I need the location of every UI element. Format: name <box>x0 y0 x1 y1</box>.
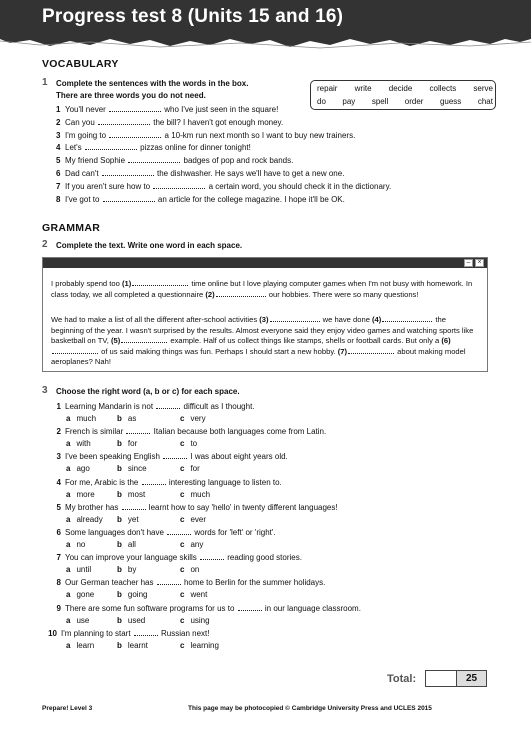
item-text: Can you <box>65 117 98 127</box>
option-c <box>180 565 199 575</box>
option-text: ago <box>76 464 90 474</box>
footer-level: Prepare! Level 3 <box>42 705 93 712</box>
option-letter: b <box>117 414 122 423</box>
option-c <box>180 414 206 424</box>
question-number: 2 <box>42 239 48 250</box>
item-text: You can improve your language skills <box>65 553 200 563</box>
option-letter: a <box>66 414 71 423</box>
word-box-row <box>317 84 493 93</box>
option-text: by <box>127 565 137 575</box>
word-box-word: do <box>317 97 326 106</box>
question-number: 3 <box>42 385 48 396</box>
item-text: Our German teacher has <box>65 578 156 588</box>
item-text: I've been speaking English <box>65 452 163 462</box>
option-letter: b <box>117 464 122 474</box>
item-text: My brother has <box>65 502 121 512</box>
option-b <box>117 565 136 575</box>
item-number: 2 <box>56 117 61 127</box>
item-text: a certain word, you should check it in the dictionary. <box>206 181 392 191</box>
item-text: Learning Mandarin is not <box>65 402 156 411</box>
item-text: who I've just seen in the square! <box>162 105 279 114</box>
vocabulary-item <box>56 143 251 153</box>
gap-blank <box>270 315 320 322</box>
option-b <box>117 490 145 500</box>
answer-blank <box>163 452 187 459</box>
item-number: 6 <box>56 169 61 178</box>
word-box-word: spell <box>371 97 389 106</box>
option-text: going <box>127 590 148 600</box>
option-c <box>180 515 206 525</box>
option-text: as <box>127 414 137 423</box>
option-a <box>66 641 94 651</box>
option-letter: a <box>66 514 71 524</box>
gap-number: (4) <box>372 315 382 324</box>
mcq-item <box>52 478 282 488</box>
option-b <box>117 616 145 626</box>
question-2-instruction <box>42 240 342 252</box>
word-box-word: order <box>404 97 424 106</box>
item-text: I'm going to <box>65 130 109 140</box>
grammar-heading: GRAMMAR <box>42 222 101 234</box>
option-text: with <box>76 439 91 449</box>
total-box <box>425 670 487 687</box>
option-letter: a <box>66 464 71 474</box>
gap-blank <box>132 279 188 286</box>
item-number: 7 <box>56 181 61 191</box>
gap-number: (6) <box>441 336 451 345</box>
option-letter: c <box>180 439 185 449</box>
mcq-item <box>52 553 302 563</box>
instruction-line: Complete the text. Write one word in each space. <box>56 241 243 250</box>
option-text: on <box>190 565 200 575</box>
option-a <box>66 490 95 500</box>
option-text: used <box>127 615 146 625</box>
instruction-line: There are three words you do not need. <box>56 91 206 100</box>
footer-copyright: This page may be photocopied © Cambridge University Press and UCLES 2015 <box>188 705 432 712</box>
option-text: much <box>190 489 211 499</box>
option-letter: b <box>117 439 122 449</box>
answer-blank <box>142 478 166 485</box>
item-text: learnt how to say 'hello' in twenty different languages! <box>146 502 338 512</box>
option-text: since <box>127 464 147 474</box>
item-number: 1 <box>56 105 61 114</box>
item-text: I'm planning to start <box>61 628 133 638</box>
item-number: 8 <box>56 194 61 204</box>
close-icon: × <box>475 259 484 267</box>
answer-blank <box>156 402 180 409</box>
question-number: 1 <box>42 77 48 88</box>
minimize-icon: – <box>464 259 473 267</box>
answer-blank <box>157 578 181 585</box>
option-letter: b <box>117 489 122 499</box>
option-letter: b <box>117 640 122 650</box>
vocabulary-item <box>56 195 345 205</box>
option-a <box>66 464 90 474</box>
option-letter: a <box>66 590 71 600</box>
answer-blank <box>134 629 158 636</box>
question-3-instruction <box>42 386 342 398</box>
option-text: to <box>190 439 198 449</box>
option-text: all <box>127 540 136 549</box>
option-text: any <box>190 540 204 549</box>
page-title: Progress test 8 (Units 15 and 16) <box>42 6 344 27</box>
item-text: home to Berlin for the summer holidays. <box>181 578 326 588</box>
question-1-instruction <box>42 78 302 102</box>
item-text: the dishwasher. He says we'll have to get a new one. <box>154 169 345 178</box>
option-text: until <box>76 565 92 575</box>
answer-blank <box>102 169 154 176</box>
answer-blank <box>238 604 262 611</box>
word-box-word: chat <box>477 97 493 106</box>
word-box-word: repair <box>317 84 338 93</box>
answer-blank <box>167 528 191 535</box>
option-text: use <box>76 615 90 625</box>
mcq-item <box>52 604 361 614</box>
option-a <box>66 565 91 575</box>
item-text: For me, Arabic is the <box>65 477 141 487</box>
item-number: 3 <box>56 130 61 140</box>
mcq-item <box>48 629 210 639</box>
option-a <box>66 540 85 550</box>
word-box-word: write <box>354 84 372 93</box>
item-number: 3 <box>56 452 61 462</box>
item-text: There are some fun software programs for us to <box>65 603 237 613</box>
option-c <box>180 490 210 500</box>
option-letter: a <box>66 540 71 549</box>
option-c <box>180 590 207 600</box>
text-paragraph-2: We had to make a list of all the different after-school activities (3) we have done (4) the beginning of the year. I wasn't surprised by the results. Almost everyone said they enjoy video games and watching sports like basketball on TV, (5) example. Half of us collect things like stamps, shells or football cards. But only a (6) of us said making things was fun. Perhaps I should start a new hobby. (7) about making model aeroplanes? Nah! <box>51 315 474 366</box>
item-text: reading good stories. <box>225 553 302 563</box>
item-text: badges of pop and rock bands. <box>181 156 294 166</box>
option-text: ever <box>190 514 207 524</box>
vocabulary-item <box>56 182 391 192</box>
option-letter: c <box>180 464 185 474</box>
gap-number: (2) <box>205 289 215 299</box>
item-number: 8 <box>56 578 61 588</box>
mcq-item <box>52 528 276 538</box>
option-text: more <box>76 489 95 499</box>
item-number: 4 <box>56 477 61 487</box>
item-number: 5 <box>56 156 61 166</box>
option-text: very <box>190 414 206 423</box>
total-label: Total: <box>387 673 417 685</box>
vocabulary-heading: VOCABULARY <box>42 58 119 70</box>
item-text: My friend Sophie <box>65 156 128 166</box>
mcq-item <box>52 503 338 513</box>
item-text: Russian next! <box>158 628 210 638</box>
header-brush-edge <box>0 36 531 50</box>
item-number: 10 <box>48 628 57 638</box>
option-text: most <box>127 489 146 499</box>
option-text: already <box>76 514 103 524</box>
option-b <box>117 464 147 474</box>
answer-blank <box>128 156 180 163</box>
item-text: words for 'left' or 'right'. <box>192 528 276 537</box>
word-box-word: collects <box>429 84 457 93</box>
option-text: much <box>76 414 97 423</box>
word-box-word: serve <box>473 84 493 93</box>
vocabulary-item <box>56 156 293 166</box>
option-letter: c <box>180 414 185 423</box>
option-b <box>117 590 147 600</box>
item-text: in our language classroom. <box>262 603 361 613</box>
answer-blank <box>85 143 137 150</box>
item-text: I've got to <box>65 194 102 204</box>
option-text: gone <box>76 590 95 600</box>
option-text: learning <box>190 640 219 650</box>
item-text: a 10-km run next month so I want to buy new trainers. <box>162 130 356 140</box>
option-text: learn <box>76 640 95 650</box>
option-c <box>180 464 200 474</box>
answer-blank <box>103 195 155 202</box>
option-letter: c <box>180 489 185 499</box>
option-letter: b <box>117 514 122 524</box>
option-a <box>66 515 103 525</box>
item-text: interesting language to listen to. <box>166 477 282 487</box>
option-a <box>66 590 94 600</box>
item-number: 6 <box>56 528 61 537</box>
item-text: Dad can't <box>65 169 101 178</box>
item-text: an article for the college magazine. I hope it'll be OK. <box>155 194 345 204</box>
option-text: yet <box>127 514 139 524</box>
option-letter: a <box>66 565 71 575</box>
item-text: pizzas online for dinner tonight! <box>137 143 251 153</box>
total-score: 25 <box>456 671 486 686</box>
option-letter: a <box>66 615 71 625</box>
option-letter: a <box>66 640 71 650</box>
mcq-item <box>52 578 325 588</box>
option-text: for <box>190 464 200 474</box>
gap-blank <box>348 347 394 354</box>
item-text: the bill? I haven't got enough money. <box>151 117 284 127</box>
gap-blank <box>382 315 432 322</box>
option-text: for <box>127 439 138 449</box>
word-box-word: decide <box>388 84 413 93</box>
option-a <box>66 616 89 626</box>
answer-blank <box>109 131 161 138</box>
option-letter: c <box>180 615 185 625</box>
option-text: using <box>190 615 210 625</box>
vocabulary-item <box>56 169 344 179</box>
mcq-item <box>52 427 326 437</box>
option-text: no <box>76 540 86 549</box>
page-header <box>0 0 531 38</box>
word-box-row <box>317 97 493 106</box>
option-b <box>117 439 137 449</box>
option-letter: c <box>180 540 185 549</box>
option-text: went <box>190 590 208 600</box>
mcq-item <box>52 452 288 462</box>
item-text: If you aren't sure how to <box>65 181 153 191</box>
item-number: 4 <box>56 143 61 153</box>
item-text: French is similar <box>65 427 126 437</box>
option-a <box>66 439 91 449</box>
instruction-line: Choose the right word (a, b or c) for each space. <box>56 387 240 396</box>
option-b <box>117 414 136 424</box>
option-c <box>180 616 210 626</box>
item-number: 7 <box>56 553 61 563</box>
item-text: You'll never <box>65 105 109 114</box>
item-text: difficult as I thought. <box>181 402 255 411</box>
window-title-bar <box>43 258 487 268</box>
gap-number: (7) <box>337 346 348 356</box>
gap-number: (1) <box>121 279 132 288</box>
item-number: 9 <box>56 603 61 613</box>
option-letter: b <box>117 540 122 549</box>
vocabulary-item <box>56 118 283 128</box>
option-letter: c <box>180 565 185 575</box>
option-a <box>66 414 96 424</box>
vocabulary-item <box>56 131 355 141</box>
option-letter: c <box>180 514 185 524</box>
option-letter: b <box>117 615 122 625</box>
option-b <box>117 515 139 525</box>
mcq-item <box>52 402 255 412</box>
option-letter: c <box>180 640 185 650</box>
gap-number: (3) <box>259 315 269 324</box>
text-window <box>42 257 488 372</box>
answer-blank <box>109 105 161 112</box>
option-c <box>180 641 219 651</box>
option-b <box>117 641 148 651</box>
option-letter: b <box>117 565 122 575</box>
vocabulary-item <box>56 105 278 115</box>
option-c <box>180 540 203 550</box>
item-text: Italian because both languages come from Latin. <box>151 427 327 437</box>
option-letter: c <box>180 590 185 600</box>
option-letter: a <box>66 489 71 499</box>
item-number: 1 <box>56 402 61 411</box>
text-paragraph-1: I probably spend too (1) time online but I love playing computer games when I'm not busy with homework. In class today, we all completed a questionnaire (2) our hobbies. There were so many questions! <box>51 279 473 299</box>
word-box-word: guess <box>439 97 462 106</box>
answer-blank <box>122 503 146 510</box>
item-number: 5 <box>56 502 61 512</box>
word-box <box>310 80 496 110</box>
gap-number: (5) <box>110 336 121 345</box>
option-c <box>180 439 197 449</box>
item-number: 2 <box>56 427 61 437</box>
option-letter: b <box>117 590 122 600</box>
answer-blank <box>200 553 224 560</box>
answer-blank <box>126 427 150 434</box>
option-b <box>117 540 136 550</box>
item-text: Let's <box>65 143 84 153</box>
instruction-line: Complete the sentences with the words in the box. <box>56 79 249 88</box>
option-letter: a <box>66 439 71 449</box>
answer-blank <box>153 182 205 189</box>
gap-blank <box>121 336 167 343</box>
item-text: Some languages don't have <box>65 528 167 537</box>
option-text: learnt <box>127 640 148 650</box>
item-text: I was about eight years old. <box>188 452 288 462</box>
answer-blank <box>98 118 150 125</box>
word-box-word: pay <box>342 97 356 106</box>
gap-blank <box>52 347 98 354</box>
gap-blank <box>216 290 266 297</box>
